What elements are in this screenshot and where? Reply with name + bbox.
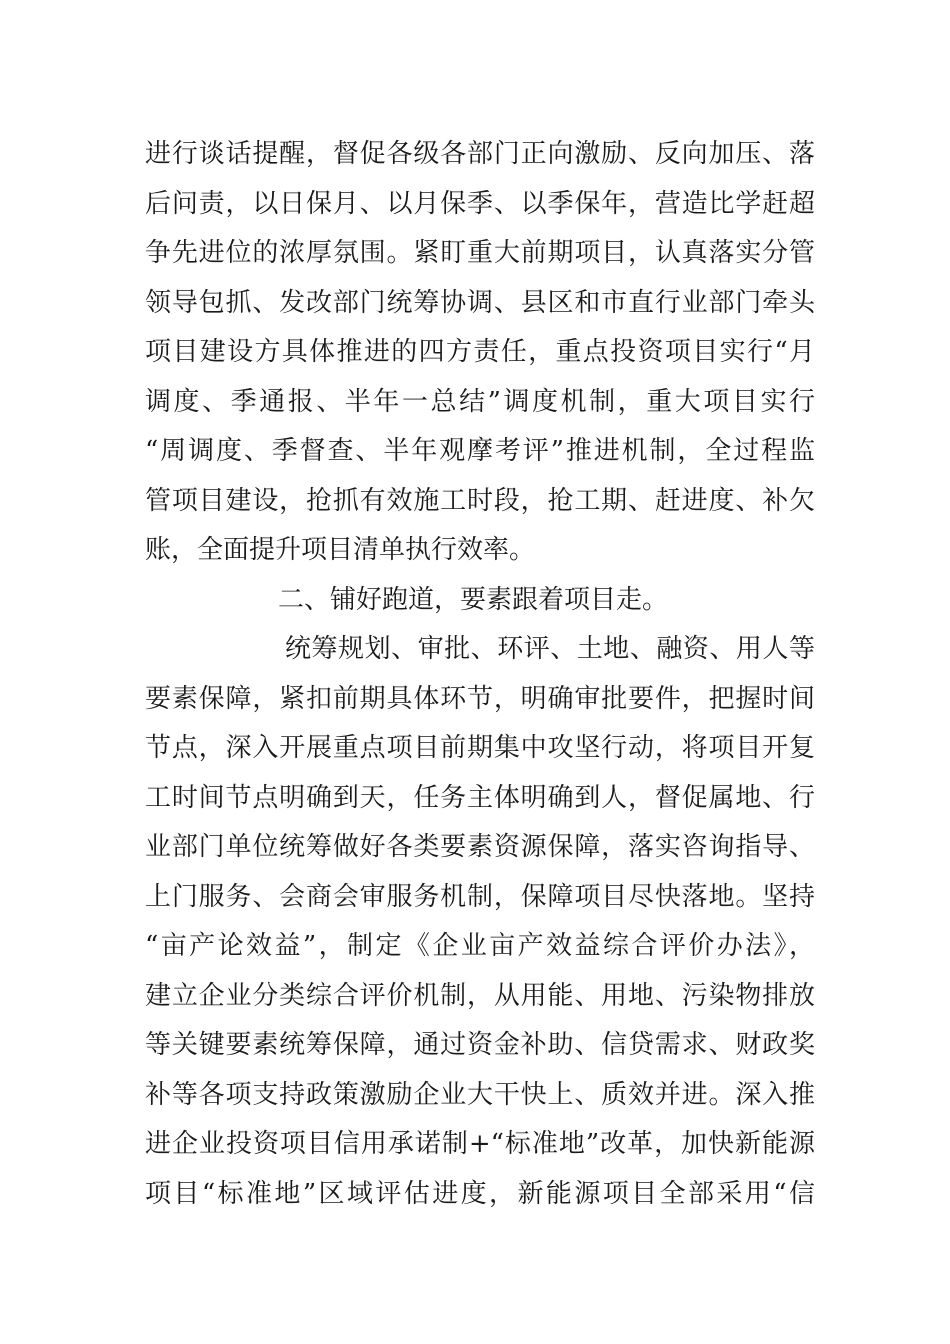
body-text-line: 建立企业分类综合评价机制，从用能、用地、污染物排放	[145, 981, 815, 1011]
body-text-line: 进企业投资项目信用承诺制+“标准地”改革，加快新能源	[145, 1129, 815, 1159]
body-text-line: “周调度、季督查、半年观摩考评”推进机制，全过程监	[145, 436, 815, 466]
body-text-line: 业部门单位统筹做好各类要素资源保障，落实咨询指导、	[145, 832, 815, 862]
body-text-line: 补等各项支持政策激励企业大干快上、质效并进。深入推	[145, 1080, 815, 1110]
body-text-line: 项目建设方具体推进的四方责任，重点投资项目实行“月	[145, 337, 815, 367]
body-text-line: 争先进位的浓厚氛围。紧盯重大前期项目，认真落实分管	[145, 238, 815, 268]
body-text-line: 账，全面提升项目清单执行效率。	[145, 535, 536, 565]
body-text-line: 调度、季通报、半年一总结”调度机制，重大项目实行	[145, 387, 815, 417]
body-text-line: 工时间节点明确到天，任务主体明确到人，督促属地、行	[145, 783, 815, 813]
body-text-line: 进行谈话提醒，督促各级各部门正向激励、反向加压、落	[145, 139, 815, 169]
body-text-line: 节点，深入开展重点项目前期集中攻坚行动，将项目开复	[145, 733, 815, 763]
body-text-line: 要素保障，紧扣前期具体环节，明确审批要件，把握时间	[145, 684, 815, 714]
body-text-line: 项目“标准地”区域评估进度，新能源项目全部采用“信	[145, 1179, 815, 1209]
body-text-line: “亩产论效益”，制定《企业亩产效益综合评价办法》，	[145, 931, 815, 961]
paragraph-first-line: 统筹规划、审批、环评、土地、融资、用人等	[285, 634, 815, 664]
body-text-line: 领导包抓、发改部门统筹协调、县区和市直行业部门牵头	[145, 288, 815, 318]
body-text-line: 等关键要素统筹保障，通过资金补助、信贷需求、财政奖	[145, 1030, 815, 1060]
body-text-line: 管项目建设，抢抓有效施工时段，抢工期、赶进度、补欠	[145, 486, 815, 516]
section-heading: 二、铺好跑道，要素跟着项目走。	[278, 585, 669, 615]
body-text-line: 后问责，以日保月、以月保季、以季保年，营造比学赶超	[145, 189, 815, 219]
body-text-line: 上门服务、会商会审服务机制，保障项目尽快落地。坚持	[145, 882, 815, 912]
